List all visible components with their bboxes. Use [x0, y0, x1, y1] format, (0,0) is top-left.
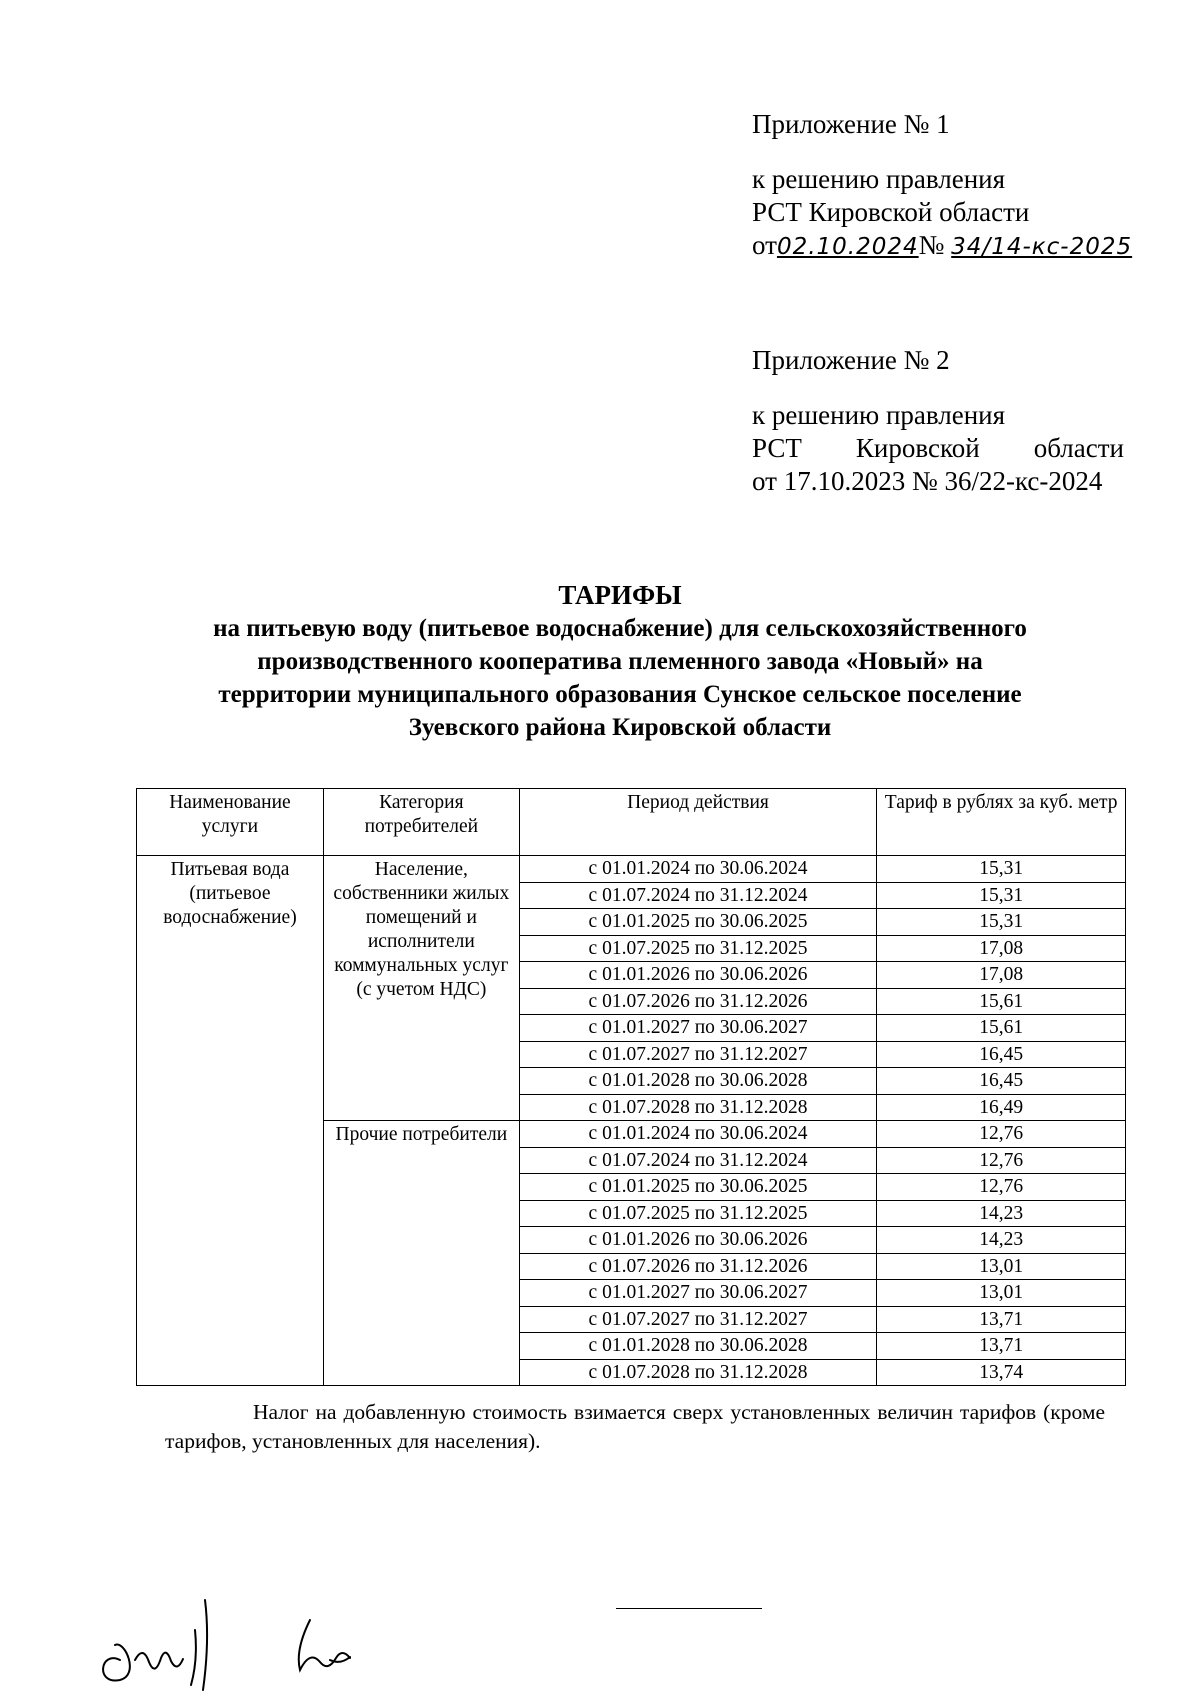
- period-cell: с 01.07.2028 по 31.12.2028: [519, 1094, 877, 1121]
- period-cell: с 01.01.2024 по 30.06.2024: [519, 856, 877, 883]
- tariff-cell: 13,74: [877, 1359, 1126, 1386]
- category-cell: Население, собственники жилых помещений и исполнители коммунальных услуг (с учетом НДС): [323, 856, 519, 1121]
- period-cell: с 01.07.2026 по 31.12.2026: [519, 1253, 877, 1280]
- period-cell: с 01.01.2028 по 30.06.2028: [519, 1068, 877, 1095]
- tariff-cell: 15,31: [877, 909, 1126, 936]
- period-cell: с 01.01.2027 по 30.06.2027: [519, 1280, 877, 1307]
- tariff-cell: 13,71: [877, 1333, 1126, 1360]
- period-cell: с 01.01.2024 по 30.06.2024: [519, 1121, 877, 1148]
- signature-1: [103, 1600, 207, 1690]
- signatures: [80, 1590, 440, 1700]
- annex-1-number-prefix: №: [918, 230, 945, 260]
- tariff-cell: 12,76: [877, 1147, 1126, 1174]
- header-period: Период действия: [519, 789, 877, 856]
- tariff-cell: 15,31: [877, 882, 1126, 909]
- period-cell: с 01.07.2027 по 31.12.2027: [519, 1041, 877, 1068]
- service-name-cell: Питьевая вода (питьевое водоснабжение): [137, 856, 324, 1386]
- tariff-cell: 14,23: [877, 1227, 1126, 1254]
- document-title: [130, 578, 1110, 744]
- category-cell: Прочие потребители: [323, 1121, 519, 1386]
- period-cell: с 01.07.2025 по 31.12.2025: [519, 1200, 877, 1227]
- annex-2-word-2: Кировской: [855, 433, 980, 463]
- annex-1-date-line: [752, 229, 1132, 264]
- header-category: Категория потребителей: [323, 789, 519, 856]
- title-line-4: Зуевского района Кировской области: [408, 714, 832, 741]
- title-line-1: на питьевую воду (питьевое водоснабжение) для сельскохозяйственного: [213, 615, 1027, 642]
- title-line-2: производственного кооператива племенного завода «Новый» на: [257, 648, 983, 675]
- title-line-3: территории муниципального образования Сунское сельское поселение: [218, 681, 1022, 708]
- tariff-cell: 14,23: [877, 1200, 1126, 1227]
- annex-1-ref-line-2: РСТ Кировской области: [752, 197, 1030, 227]
- period-cell: с 01.01.2025 по 30.06.2025: [519, 909, 877, 936]
- table-row: [137, 856, 1126, 883]
- period-cell: с 01.01.2026 по 30.06.2026: [519, 1227, 877, 1254]
- closing-line: [616, 1608, 762, 1609]
- tariff-table-body: [137, 856, 1126, 1386]
- period-cell: с 01.07.2027 по 31.12.2027: [519, 1306, 877, 1333]
- period-cell: с 01.07.2028 по 31.12.2028: [519, 1359, 877, 1386]
- vat-note: Налог на добавленную стоимость взимается сверх установленных величин тарифов (кроме тарифов, установленных для населения).: [165, 1400, 1105, 1453]
- table-header-row: [137, 789, 1126, 856]
- tariff-cell: 17,08: [877, 935, 1126, 962]
- tariff-cell: 17,08: [877, 962, 1126, 989]
- period-cell: с 01.01.2028 по 30.06.2028: [519, 1333, 877, 1360]
- period-cell: с 01.01.2026 по 30.06.2026: [519, 962, 877, 989]
- header-tariff: Тариф в рублях за куб. метр: [877, 789, 1126, 856]
- period-cell: с 01.07.2024 по 31.12.2024: [519, 1147, 877, 1174]
- annex-1-ref-line-1: к решению правления: [752, 164, 1006, 194]
- annex-2-word-3: области: [1033, 433, 1124, 463]
- tariff-cell: 13,01: [877, 1253, 1126, 1280]
- tariff-cell: 13,71: [877, 1306, 1126, 1333]
- tariff-cell: 12,76: [877, 1121, 1126, 1148]
- annex-1-handwritten-number: 34/14-кс-2025: [951, 234, 1133, 260]
- annex-2-ref-line-3: от 17.10.2023 № 36/22-кс-2024: [752, 466, 1103, 496]
- tariff-cell: 15,31: [877, 856, 1126, 883]
- tariff-cell: 12,76: [877, 1174, 1126, 1201]
- annex-1-date-prefix: от: [752, 230, 777, 260]
- period-cell: с 01.01.2027 по 30.06.2027: [519, 1015, 877, 1042]
- tariff-cell: 15,61: [877, 988, 1126, 1015]
- tariff-table: [136, 788, 1126, 1386]
- annex-1-title: Приложение № 1: [752, 109, 950, 139]
- annex-2-ref-line-2: [752, 432, 1124, 465]
- annex-2-block: [752, 344, 1124, 498]
- annex-1-block: [752, 108, 1132, 264]
- title-main: ТАРИФЫ: [558, 580, 682, 610]
- tariff-cell: 15,61: [877, 1015, 1126, 1042]
- annex-1-handwritten-date: 02.10.2024: [776, 234, 919, 260]
- tariff-cell: 16,49: [877, 1094, 1126, 1121]
- annex-2-title: Приложение № 2: [752, 345, 950, 375]
- tariff-cell: 16,45: [877, 1041, 1126, 1068]
- annex-2-word-1: РСТ: [752, 433, 802, 463]
- period-cell: с 01.01.2025 по 30.06.2025: [519, 1174, 877, 1201]
- tariff-cell: 13,01: [877, 1280, 1126, 1307]
- period-cell: с 01.07.2025 по 31.12.2025: [519, 935, 877, 962]
- annex-2-ref-line-1: к решению правления: [752, 400, 1006, 430]
- header-service: Наименование услуги: [137, 789, 324, 856]
- period-cell: с 01.07.2024 по 31.12.2024: [519, 882, 877, 909]
- signature-2: [299, 1620, 350, 1670]
- tariff-cell: 16,45: [877, 1068, 1126, 1095]
- period-cell: с 01.07.2026 по 31.12.2026: [519, 988, 877, 1015]
